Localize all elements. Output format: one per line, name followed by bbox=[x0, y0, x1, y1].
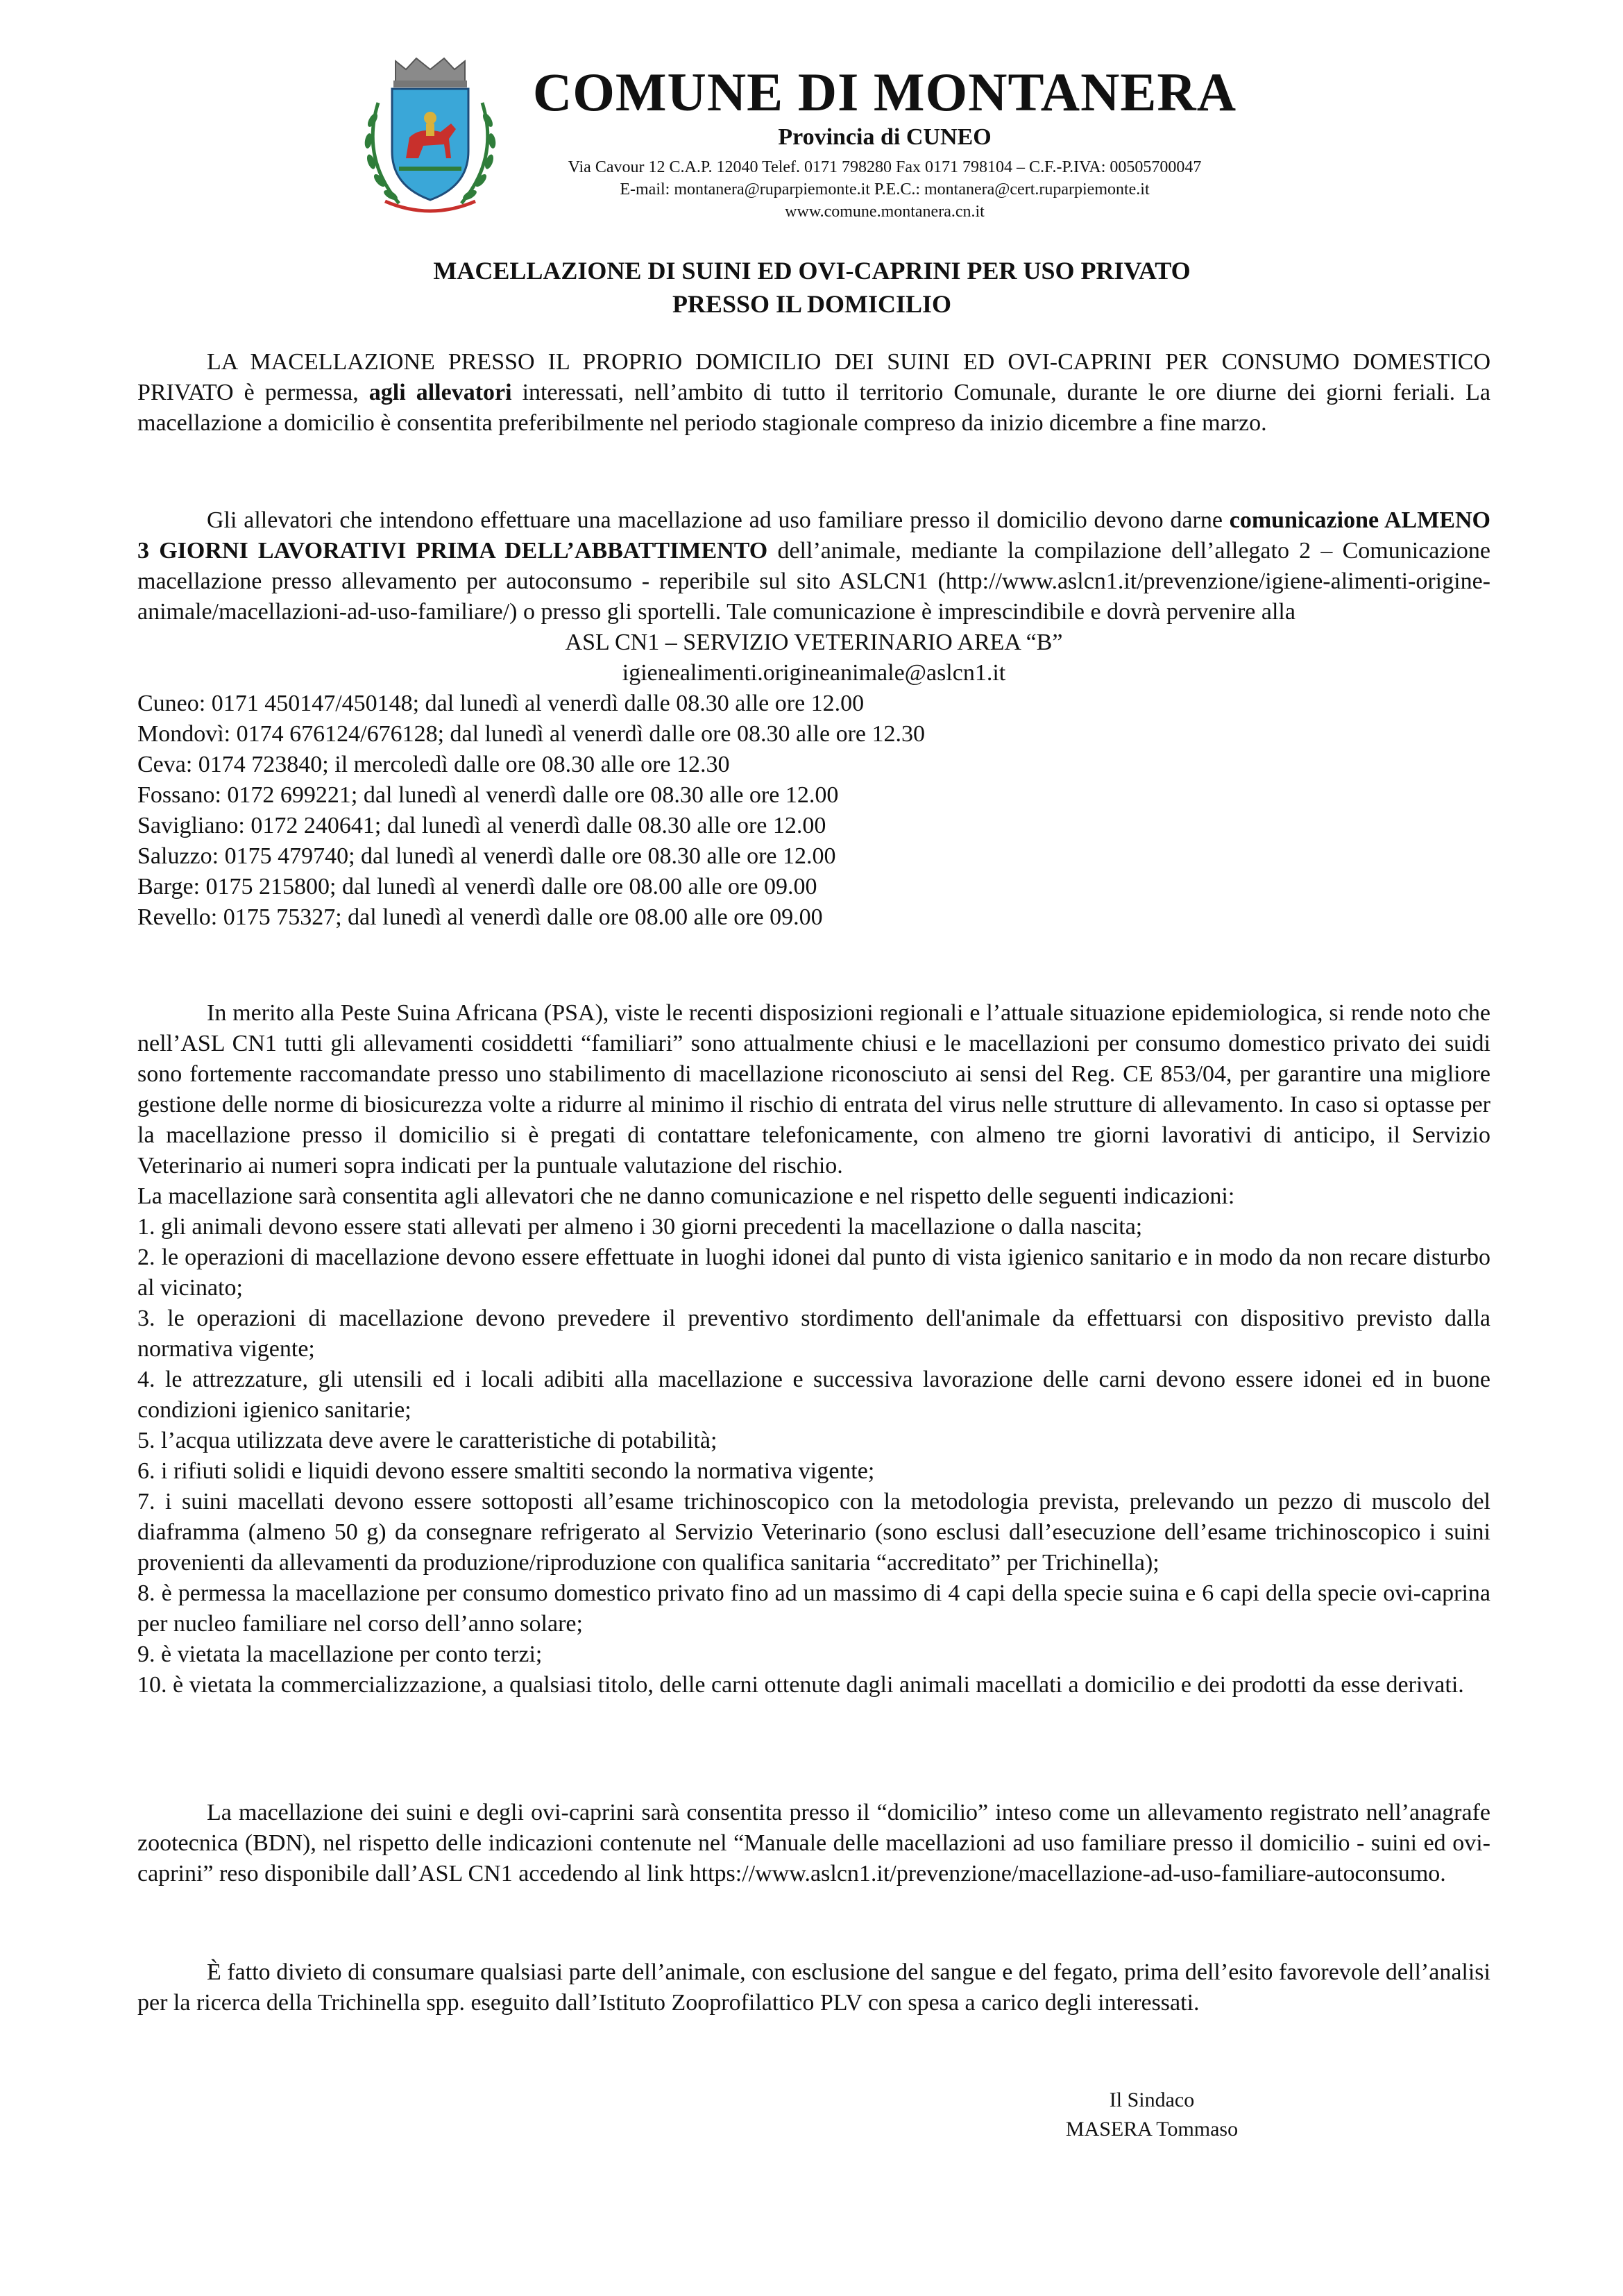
psa-section bbox=[137, 998, 1490, 1700]
rules-list bbox=[137, 1212, 1490, 1700]
rule-item: 2. le operazioni di macellazione devono essere effettuate in luoghi idonei dal punto di vista igienico sanitario e in modo da non recare disturbo al vicinato; bbox=[137, 1244, 1490, 1301]
rule-item: 9. è vietata la macellazione per conto terzi; bbox=[137, 1641, 543, 1667]
municipal-crest-emblem bbox=[357, 54, 503, 214]
rule-item: 7. i suini macellati devono essere sottoposti all’esame trichinoscopico con la metodologia prevista, prelevando un pezzo di muscolo del diaframma (almeno 50 g) da consegnare refrigerato al Servizio Veterinario (sono esclusi dall’esecuzione dell’esame trichinoscopico i suini provenienti da allevamenti da produzione/riproduzione con qualifica sanitaria “accreditato” per Trichinella); bbox=[137, 1489, 1490, 1576]
document-title-line1: MACELLAZIONE DI SUINI ED OVI-CAPRINI PER USO PRIVATO bbox=[433, 257, 1191, 285]
rule-item: 1. gli animali devono essere stati allevati per almeno i 30 giorni precedenti la macellazione o dalla nascita; bbox=[137, 1214, 1143, 1240]
office-line: Saluzzo: 0175 479740; dal lunedì al venerdì dalle ore 08.30 alle ore 12.00 bbox=[137, 843, 836, 869]
municipality-name: COMUNE DI MONTANERA bbox=[532, 62, 1237, 122]
document-title-line2: PRESSO IL DOMICILIO bbox=[672, 290, 952, 318]
office-line: Savigliano: 0172 240641; dal lunedì al venerdì dalle 08.30 alle ore 12.00 bbox=[137, 813, 826, 838]
website-link[interactable]: www.comune.montanera.cn.it bbox=[785, 203, 985, 221]
office-line: Mondovì: 0174 676124/676128; dal lunedì al venerdì dalle ore 08.30 alle ore 12.30 bbox=[137, 721, 925, 747]
asl-email-link[interactable]: igienealimenti.origineanimale@aslcn1.it bbox=[622, 660, 1006, 686]
signature-role: Il Sindaco bbox=[1109, 2088, 1195, 2111]
office-line: Ceva: 0174 723840; il mercoledì dalle ore 08.30 alle ore 12.30 bbox=[137, 752, 730, 777]
psa-paragraph: In merito alla Peste Suina Africana (PSA), viste le recenti disposizioni regionali e l’attuale situazione epidemiologica, si rende noto che nell’ASL CN1 tutti gli allevamenti cosiddetti “familiari” sono attualmente chiusi e le macellazioni per consumo domestico privato dei suidi sono fortemente raccomandate presso uno stabilimento di macellazione riconosciuto ai sensi del Reg. CE 853/04, per garantire una migliore gestione delle norme di biosicurezza volte a ridurre al minimo il rischio di entrata del virus nelle strutture di allevamento. In caso si optasse per la macellazione presso il domicilio si è pregati di contattare telefonicamente, con almeno tre giorni lavorativi di anticipo, il Servizio Veterinario ai numeri sopra indicati per la puntuale valutazione del rischio. bbox=[137, 1000, 1490, 1179]
domicile-paragraph: La macellazione dei suini e degli ovi-caprini sarà consentita presso il “domicilio” inteso come un allevamento registrato nell’anagrafe zootecnica (BDN), nel rispetto delle indicazioni contenute nel “Manuale delle macellazioni ad uso familiare presso il domicilio - suini ed ovi-caprini” reso disponibile dall’ASL CN1 accedendo al link https://www.aslcn1.it/prevenzione/macellazione-ad-uso-familiare-autoconsumo. bbox=[137, 1800, 1490, 1886]
province-name: Provincia di CUNEO bbox=[778, 124, 992, 150]
signature-name: MASERA Tommaso bbox=[1065, 2118, 1239, 2141]
intro-paragraph bbox=[137, 347, 1490, 439]
communication-paragraph bbox=[137, 505, 1490, 933]
office-line: Cuneo: 0171 450147/450148; dal lunedì al venerdì dalle 08.30 alle ore 12.00 bbox=[137, 691, 865, 716]
contact-emails: E-mail: montanera@ruparpiemonte.it P.E.C.: montanera@cert.ruparpiemonte.it bbox=[620, 180, 1150, 199]
rules-intro: La macellazione sarà consentita agli allevatori che ne danno comunicazione e nel rispetto delle seguenti indicazioni: bbox=[137, 1183, 1235, 1209]
prohibition-paragraph: È fatto divieto di consumare qualsiasi parte dell’animale, con esclusione del sangue e del fegato, prima dell’esito favorevole dell’analisi per la ricerca della Trichinella spp. eseguito dall’Istituto Zooprofilattico PLV con spesa a carico degli interessati. bbox=[137, 1959, 1490, 2016]
intro-text-b: interessati, nell’ambito di tutto il territorio Comunale, durante le ore diurne dei giorni feriali. La macellazione a domicilio è consentita preferibilmente nel periodo stagionale compreso da inizio dicembre a fine marzo. bbox=[137, 380, 1490, 436]
intro-bold: agli allevatori bbox=[368, 380, 512, 405]
address-line: Via Cavour 12 C.A.P. 12040 Telef. 0171 798280 Fax 0171 798104 – C.F.-P.IVA: 00505700047 bbox=[568, 158, 1202, 176]
rule-item: 10. è vietata la commercializzazione, a qualsiasi titolo, delle carni ottenute dagli animali macellati a domicilio e dei prodotti da esse derivati. bbox=[137, 1672, 1464, 1698]
domicile-section bbox=[137, 1798, 1490, 1889]
rule-item: 8. è permessa la macellazione per consumo domestico privato fino ad un massimo di 4 capi della specie suina e 6 capi della specie ovi-caprina per nucleo familiare nel corso dell’anno solare; bbox=[137, 1580, 1490, 1637]
prohibition-section bbox=[137, 1957, 1490, 2018]
office-line: Barge: 0175 215800; dal lunedì al venerdì dalle ore 08.00 alle ore 09.00 bbox=[137, 874, 817, 900]
intro-text-a: LA MACELLAZIONE PRESSO IL PROPRIO DOMICILIO DEI SUINI ED OVI-CAPRINI PER CONSUMO DOMESTICO PRIVATO è permessa, bbox=[137, 349, 1490, 405]
rule-item: 3. le operazioni di macellazione devono prevedere il preventivo stordimento dell'animale da effettuarsi con dispositivo previsto dalla normativa vigente; bbox=[137, 1306, 1490, 1362]
rule-item: 4. le attrezzature, gli utensili ed i locali adibiti alla macellazione e successiva lavorazione delle carni devono essere idonei ed in buone condizioni igienico sanitarie; bbox=[137, 1367, 1490, 1423]
comm-text-b: dell’animale, mediante la compilazione dell’allegato 2 – Comunicazione macellazione presso allevamento per autoconsumo - reperibile sul sito ASLCN1 (http://www.aslcn1.it/prevenzione/igiene-alimenti-origine-animale/macellazioni-ad-uso-familiare/) o presso gli sportelli. Tale comunicazione è imprescindibile e dovrà pervenire alla bbox=[137, 538, 1490, 625]
comm-bold: comunicazione ALMENO 3 GIORNI LAVORATIVI PRIMA DELL’ABBATTIMENTO bbox=[137, 507, 1490, 564]
office-line: Fossano: 0172 699221; dal lunedì al venerdì dalle ore 08.30 alle ore 12.00 bbox=[137, 782, 839, 808]
rule-item: 5. l’acqua utilizzata deve avere le caratteristiche di potabilità; bbox=[137, 1428, 717, 1453]
asl-service-name: ASL CN1 – SERVIZIO VETERINARIO AREA “B” bbox=[565, 630, 1063, 655]
crest-svg bbox=[357, 54, 503, 214]
rule-item: 6. i rifiuti solidi e liquidi devono essere smaltiti secondo la normativa vigente; bbox=[137, 1458, 875, 1484]
office-list bbox=[137, 689, 1490, 933]
comm-text-a: Gli allevatori che intendono effettuare una macellazione ad uso familiare presso il domicilio devono darne bbox=[207, 507, 1230, 533]
office-line: Revello: 0175 75327; dal lunedì al venerdì dalle ore 08.00 alle ore 09.00 bbox=[137, 904, 823, 930]
